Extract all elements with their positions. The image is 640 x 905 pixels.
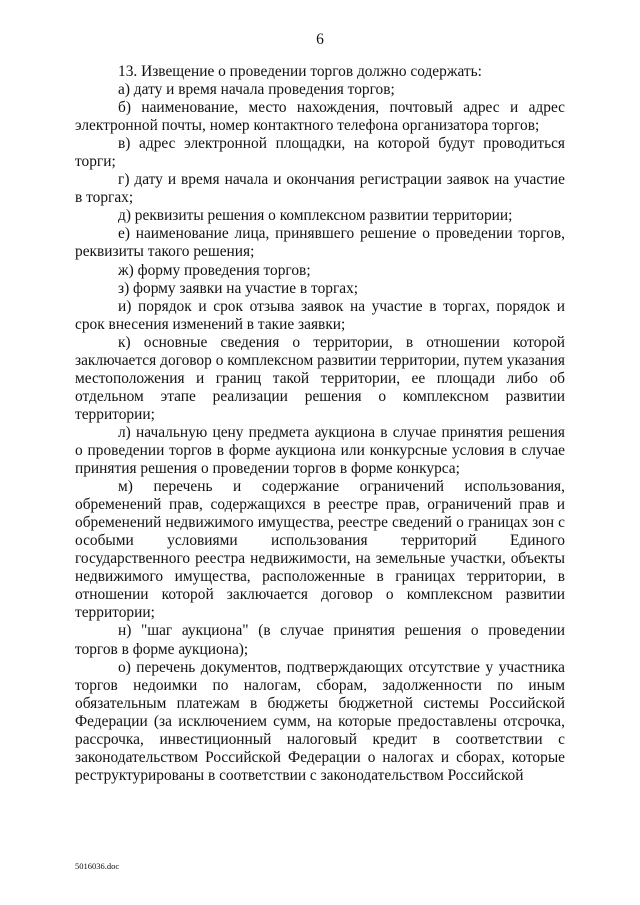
document-body bbox=[75, 63, 565, 785]
paragraph-o: о) перечень документов, подтверждающих отсутствие у участника торгов недоимки по налогам, сборам, задолженности по иным обязательным платежам в бюджеты бюджетной системы Российской Федерации (за исключением сумм, на которые предоставлены отсрочка, рассрочка, инвестиционный налоговый кредит в соответствии с законодательством Российской Федерации о налогах и сборах, которые реструктурированы в соответствии с законодательством Российской bbox=[75, 658, 565, 784]
footer-filename: 5016036.doc bbox=[75, 861, 120, 871]
paragraph-l: л) начальную цену предмета аукциона в случае принятия решения о проведении торгов в форме аукциона или конкурсные условия в случае принятия решения о проведении торгов в форме конкурса; bbox=[75, 423, 565, 478]
paragraph-m: м) перечень и содержание ограничений использования, обременений прав, содержащихся в реестре прав, ограничений прав и обременений недвижимого имущества, реестре сведений о границах зон с особыми условиями использования территорий Единого государственного реестра недвижимости, на земельные участки, объекты недвижимого имущества, расположенные в границах территории, в отношении которой заключается договор о комплексном развитии территории; bbox=[75, 478, 565, 622]
paragraph-g: г) дату и время начала и окончания регистрации заявок на участие в торгах; bbox=[75, 171, 565, 207]
paragraph-n: н) "шаг аукциона" (в случае принятия решения о проведении торгов в форме аукциона); bbox=[75, 622, 565, 658]
paragraph-zh: ж) форму проведения торгов; bbox=[118, 261, 311, 279]
paragraph-d: д) реквизиты решения о комплексном развитии территории; bbox=[118, 207, 513, 225]
paragraph-k: к) основные сведения о территории, в отношении которой заключается договор о комплексном развитии территории, путем указания местоположения и границ такой территории, ее площади либо об отдельном этапе реализации решения о комплексном развитии территории; bbox=[75, 333, 565, 423]
paragraph-i: и) порядок и срок отзыва заявок на участие в торгах, порядок и срок внесения изменений в такие заявки; bbox=[75, 297, 565, 333]
paragraph-e: е) наименование лица, принявшего решение о проведении торгов, реквизиты такого решения; bbox=[75, 225, 565, 261]
paragraph-13-heading: 13. Извещение о проведении торгов должно содержать: bbox=[118, 63, 482, 80]
paragraph-v: в) адрес электронной площадки, на которой будут проводиться торги; bbox=[75, 135, 565, 171]
paragraph-a: а) дату и время начала проведения торгов; bbox=[118, 81, 395, 99]
page-number: 6 bbox=[316, 31, 324, 48]
paragraph-z: з) форму заявки на участие в торгах; bbox=[118, 279, 359, 297]
paragraph-b: б) наименование, место нахождения, почтовый адрес и адрес электронной почты, номер контактного телефона организатора торгов; bbox=[75, 99, 565, 135]
